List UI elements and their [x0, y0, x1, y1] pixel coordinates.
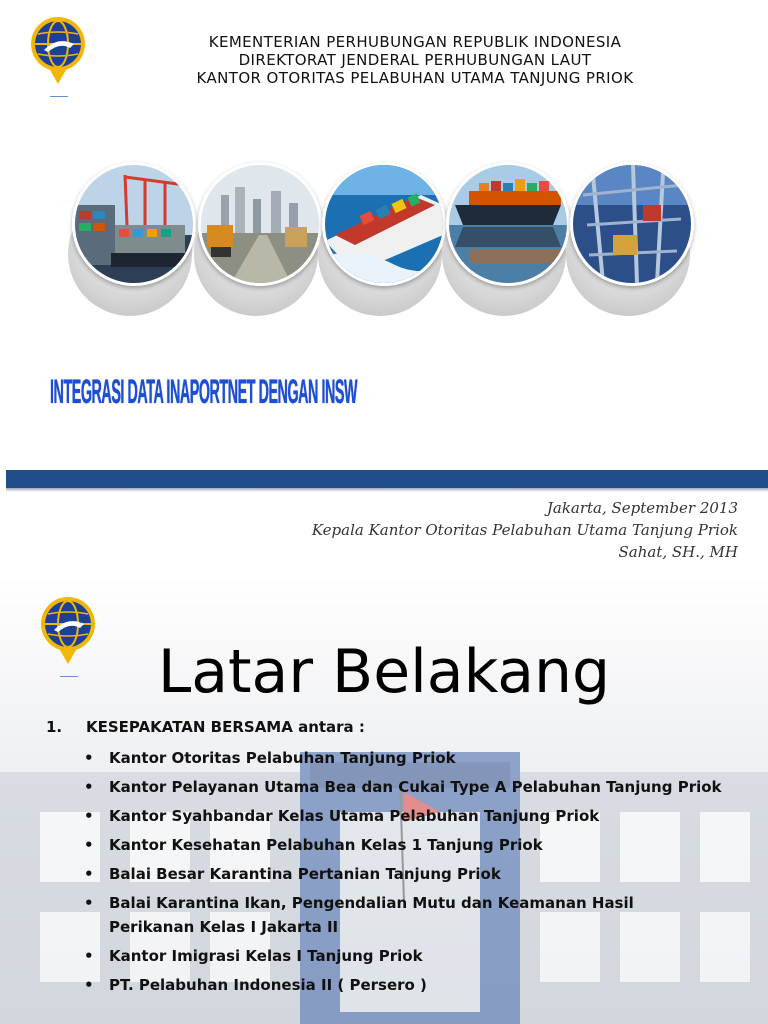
divider-shadow	[6, 488, 768, 492]
item-number: 1.	[46, 718, 63, 736]
bullet-icon: •	[84, 749, 94, 767]
bullet-icon: •	[84, 947, 94, 965]
list-item: • Kantor Otoritas Pelabuhan Tanjung Priok	[84, 746, 724, 770]
presentation-title	[50, 352, 358, 432]
header-line-office: KANTOR OTORITAS PELABUHAN UTAMA TANJUNG PRIOK	[196, 69, 634, 87]
list-item: • Balai Karantina Ikan, Pengendalian Mutu dan Keamanan Hasil Perikanan Kelas I Jakarta II	[84, 891, 724, 939]
photo-container-crane-port	[66, 160, 194, 320]
background-slide	[0, 576, 768, 1024]
bullet-icon: •	[84, 894, 94, 912]
item-heading: KESEPAKATAN BERSAMA antara :	[86, 718, 365, 736]
ministry-logo-icon	[30, 14, 86, 92]
photo-port-crane-closeup	[564, 160, 692, 320]
photo-container-ship-sailing	[316, 160, 444, 320]
party-list	[84, 746, 724, 1002]
presentation-title-text: INTEGRASI DATA INAPORTNET DENGAN INSW	[50, 373, 358, 411]
bullet-icon: •	[84, 865, 94, 883]
signature-place-date: Jakarta, September 2013	[546, 499, 738, 517]
blue-divider-band	[6, 470, 768, 488]
photo-container-ship-reflection	[440, 160, 568, 320]
signature-position: Kepala Kantor Otoritas Pelabuhan Utama Tanjung Priok	[311, 521, 738, 539]
list-item: • Kantor Imigrasi Kelas I Tanjung Priok	[84, 944, 724, 968]
slide-title: Latar Belakang	[157, 637, 611, 707]
list-item: • PT. Pelabuhan Indonesia II ( Persero )	[84, 973, 724, 997]
list-item: • Balai Besar Karantina Pertanian Tanjung Priok	[84, 862, 724, 886]
signature-name: Sahat, SH., MH	[618, 543, 738, 561]
bullet-icon: •	[84, 836, 94, 854]
logo-underline	[50, 96, 68, 97]
numbered-item	[46, 716, 365, 738]
list-item: • Kantor Kesehatan Pelabuhan Kelas 1 Tanjung Priok	[84, 833, 724, 857]
bullet-icon: •	[84, 976, 94, 994]
photo-port-city-road	[192, 160, 320, 320]
bullet-icon: •	[84, 778, 94, 796]
header-line-ministry: KEMENTERIAN PERHUBUNGAN REPUBLIK INDONESIA	[208, 33, 622, 51]
header-line-directorate: DIREKTORAT JENDERAL PERHUBUNGAN LAUT	[238, 51, 592, 69]
bullet-icon: •	[84, 807, 94, 825]
list-item: • Kantor Syahbandar Kelas Utama Pelabuhan Tanjung Priok	[84, 804, 724, 828]
port-photo-strip	[66, 160, 696, 330]
ministry-header	[160, 33, 670, 87]
signature-block	[312, 497, 738, 563]
list-item: • Kantor Pelayanan Utama Bea dan Cukai Type A Pelabuhan Tanjung Priok	[84, 775, 724, 799]
